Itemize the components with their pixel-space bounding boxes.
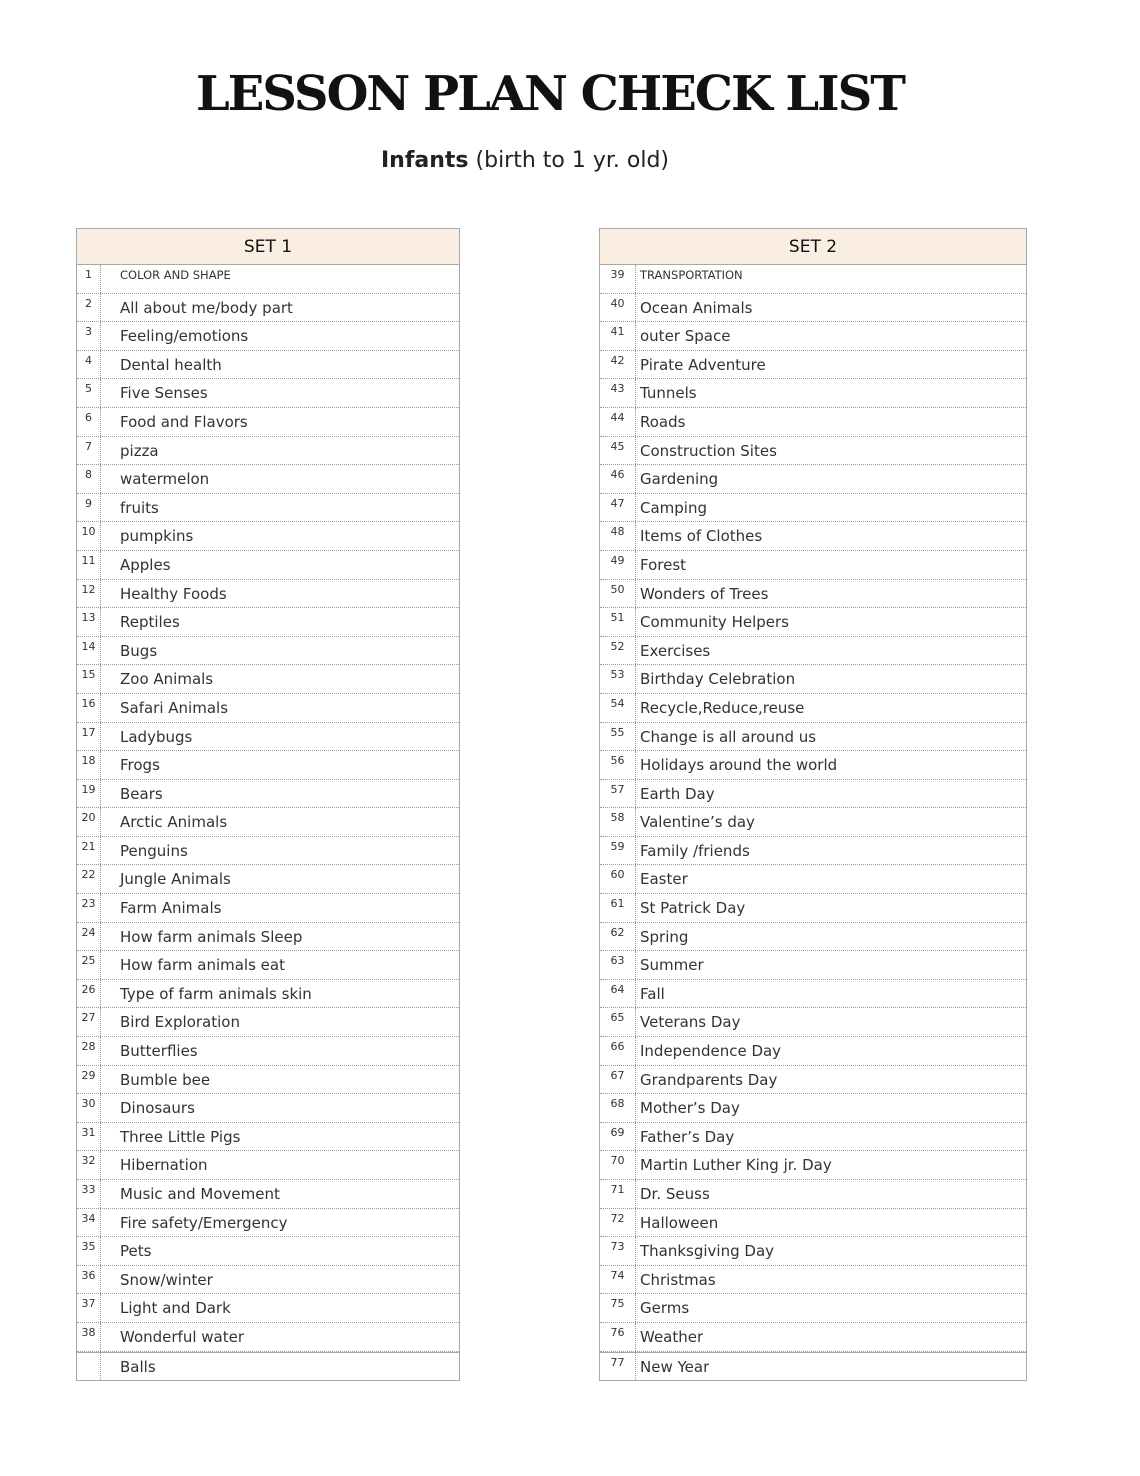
checklist-row <box>77 465 459 494</box>
set-1-rows <box>77 265 459 1380</box>
row-topic: Summer <box>640 956 704 975</box>
checklist-row <box>77 780 459 809</box>
checklist-row <box>77 951 459 980</box>
row-topic: Penguins <box>120 841 188 860</box>
row-topic: Change is all around us <box>640 727 817 746</box>
row-number: 20 <box>77 808 101 836</box>
row-number: 18 <box>77 751 101 779</box>
row-topic: How farm animals eat <box>120 956 285 975</box>
checklist-row <box>77 1123 459 1152</box>
checklist-row <box>77 408 459 437</box>
checklist-row <box>77 494 459 523</box>
row-topic: Wonderful water <box>120 1327 245 1346</box>
checklist-row <box>600 1237 1026 1266</box>
row-topic: Farm Animals <box>120 899 222 918</box>
row-number: 58 <box>600 808 636 836</box>
checklist-row <box>600 751 1026 780</box>
checklist-row <box>600 608 1026 637</box>
row-number: 70 <box>600 1151 636 1179</box>
checklist-row <box>600 694 1026 723</box>
row-topic: Tunnels <box>640 384 697 403</box>
checklist-row <box>77 723 459 752</box>
row-topic: Bumble bee <box>120 1070 211 1089</box>
row-number: 7 <box>77 437 101 465</box>
checklist-row <box>600 637 1026 666</box>
row-topic: Healthy Foods <box>120 584 227 603</box>
row-topic: fruits <box>120 498 159 517</box>
row-number: 19 <box>77 780 101 808</box>
checklist-row <box>600 1323 1026 1352</box>
row-topic: All about me/body part <box>120 298 293 317</box>
row-number: 72 <box>600 1209 636 1237</box>
checklist-row <box>77 1066 459 1095</box>
checklist-row <box>600 865 1026 894</box>
row-topic: Fall <box>640 984 665 1003</box>
page-subtitle <box>0 148 1050 173</box>
checklist-row <box>600 980 1026 1009</box>
row-number: 10 <box>77 522 101 550</box>
set-2-table <box>599 228 1027 1381</box>
row-topic: Holidays around the world <box>640 756 838 775</box>
row-number: 9 <box>77 494 101 522</box>
row-topic: Dental health <box>120 355 222 374</box>
row-number: 62 <box>600 923 636 951</box>
row-number: 32 <box>77 1151 101 1179</box>
row-number: 65 <box>600 1008 636 1036</box>
checklist-row <box>77 980 459 1009</box>
row-topic: Grandparents Day <box>640 1070 778 1089</box>
row-number: 35 <box>77 1237 101 1265</box>
checklist-row <box>600 494 1026 523</box>
row-topic: Forest <box>640 555 687 574</box>
row-topic: Ocean Animals <box>640 298 753 317</box>
row-number: 4 <box>77 351 101 379</box>
row-number <box>77 1353 101 1381</box>
row-number: 44 <box>600 408 636 436</box>
row-number: 26 <box>77 980 101 1008</box>
checklist-row <box>77 1323 459 1352</box>
row-topic: Easter <box>640 870 688 889</box>
row-topic: Bears <box>120 784 163 803</box>
row-topic: Reptiles <box>120 613 180 632</box>
row-number: 31 <box>77 1123 101 1151</box>
row-number: 56 <box>600 751 636 779</box>
row-topic: Family /friends <box>640 841 750 860</box>
row-number: 38 <box>77 1323 101 1351</box>
checklist-row <box>600 351 1026 380</box>
checklist-row <box>77 522 459 551</box>
checklist-row <box>600 265 1026 294</box>
row-topic: Weather <box>640 1327 704 1346</box>
checklist-row <box>77 580 459 609</box>
checklist-row <box>600 1008 1026 1037</box>
row-topic: Fire safety/Emergency <box>120 1213 288 1232</box>
row-number: 33 <box>77 1180 101 1208</box>
row-number: 54 <box>600 694 636 722</box>
row-topic: Community Helpers <box>640 613 789 632</box>
checklist-row <box>600 1209 1026 1238</box>
row-topic: Pets <box>120 1242 152 1261</box>
set-1-header: SET 1 <box>77 229 459 265</box>
checklist-row <box>600 780 1026 809</box>
row-topic: Bugs <box>120 641 158 660</box>
row-topic: Safari Animals <box>120 698 229 717</box>
row-number: 2 <box>77 294 101 322</box>
row-topic: Frogs <box>120 756 160 775</box>
checklist-row <box>77 1151 459 1180</box>
checklist-row <box>77 1294 459 1323</box>
row-topic: outer Space <box>640 327 731 346</box>
row-topic: Wonders of Trees <box>640 584 769 603</box>
row-number: 57 <box>600 780 636 808</box>
checklist-row <box>77 294 459 323</box>
row-number: 67 <box>600 1066 636 1094</box>
row-number: 29 <box>77 1066 101 1094</box>
row-number: 47 <box>600 494 636 522</box>
row-number: 77 <box>600 1353 636 1381</box>
row-topic: Ladybugs <box>120 727 193 746</box>
row-topic: Martin Luther King jr. Day <box>640 1156 832 1175</box>
row-number: 3 <box>77 322 101 350</box>
checklist-row <box>600 808 1026 837</box>
checklist-row <box>600 837 1026 866</box>
row-topic: Food and Flavors <box>120 412 248 431</box>
row-number: 53 <box>600 665 636 693</box>
row-number: 23 <box>77 894 101 922</box>
checklist-row <box>600 951 1026 980</box>
row-topic: Zoo Animals <box>120 670 214 689</box>
row-number: 40 <box>600 294 636 322</box>
checklist-row <box>77 1008 459 1037</box>
row-number: 14 <box>77 637 101 665</box>
checklist-row <box>77 1237 459 1266</box>
row-topic: Hibernation <box>120 1156 208 1175</box>
row-topic: watermelon <box>120 470 210 489</box>
subtitle-age-range: (birth to 1 yr. old) <box>468 148 670 173</box>
checklist-row <box>77 665 459 694</box>
checklist-row <box>600 522 1026 551</box>
checklist-row <box>600 1037 1026 1066</box>
row-number: 64 <box>600 980 636 1008</box>
row-topic: Music and Movement <box>120 1185 280 1203</box>
checklist-row <box>600 1094 1026 1123</box>
row-topic: Apples <box>120 555 171 574</box>
checklist-row <box>77 437 459 466</box>
checklist-row <box>600 1294 1026 1323</box>
row-topic: Christmas <box>640 1270 716 1289</box>
checklist-row <box>77 351 459 380</box>
checklist-row <box>77 1180 459 1209</box>
checklist-row <box>77 551 459 580</box>
row-number: 43 <box>600 379 636 407</box>
row-topic: Snow/winter <box>120 1270 213 1289</box>
checklist-row <box>77 1266 459 1295</box>
checklist-row <box>600 1266 1026 1295</box>
row-number: 55 <box>600 723 636 751</box>
checklist-row <box>77 265 459 294</box>
row-topic: Jungle Animals <box>120 870 231 889</box>
row-number: 22 <box>77 865 101 893</box>
row-number: 34 <box>77 1209 101 1237</box>
row-number: 73 <box>600 1237 636 1265</box>
checklist-row <box>600 723 1026 752</box>
checklist-row <box>77 379 459 408</box>
row-number: 74 <box>600 1266 636 1294</box>
row-number: 68 <box>600 1094 636 1122</box>
row-number: 59 <box>600 837 636 865</box>
row-number: 6 <box>77 408 101 436</box>
row-topic: pumpkins <box>120 527 194 546</box>
checklist-row <box>77 837 459 866</box>
row-topic: pizza <box>120 441 159 460</box>
checklist-row <box>600 1123 1026 1152</box>
row-number: 76 <box>600 1323 636 1351</box>
row-topic: Bird Exploration <box>120 1013 240 1032</box>
row-number: 16 <box>77 694 101 722</box>
row-topic: Earth Day <box>640 784 715 803</box>
row-topic: Independence Day <box>640 1042 782 1061</box>
row-topic: Roads <box>640 412 686 431</box>
row-number: 13 <box>77 608 101 636</box>
row-number: 30 <box>77 1094 101 1122</box>
row-topic: Camping <box>640 498 707 517</box>
checklist-row <box>77 322 459 351</box>
row-topic: Feeling/emotions <box>120 327 249 346</box>
set-1-table <box>76 228 460 1381</box>
row-topic: Arctic Animals <box>120 813 228 832</box>
checklist-row <box>600 894 1026 923</box>
checklist-row <box>77 808 459 837</box>
row-number: 12 <box>77 580 101 608</box>
checklist-row <box>600 665 1026 694</box>
row-topic: Father’s Day <box>640 1127 735 1146</box>
checklist-row <box>77 608 459 637</box>
row-number: 51 <box>600 608 636 636</box>
row-topic: New Year <box>640 1357 710 1376</box>
checklist-row <box>600 1151 1026 1180</box>
row-topic: Recycle,Reduce,reuse <box>640 698 805 717</box>
row-topic: St Patrick Day <box>640 899 746 918</box>
checklist-row <box>600 551 1026 580</box>
row-topic: Veterans Day <box>640 1013 741 1032</box>
set-2-rows <box>600 265 1026 1380</box>
row-number: 71 <box>600 1180 636 1208</box>
row-topic: Five Senses <box>120 384 208 403</box>
checklist-row <box>77 1094 459 1123</box>
checklist-row <box>77 1209 459 1238</box>
row-number: 50 <box>600 580 636 608</box>
row-topic: Pirate Adventure <box>640 355 766 374</box>
checklist-row <box>600 580 1026 609</box>
row-number: 41 <box>600 322 636 350</box>
row-number: 39 <box>600 265 636 293</box>
checklist-row <box>77 751 459 780</box>
row-number: 46 <box>600 465 636 493</box>
row-topic: Halloween <box>640 1213 719 1232</box>
checklist-row <box>77 637 459 666</box>
checklist-row <box>77 694 459 723</box>
row-number: 27 <box>77 1008 101 1036</box>
checklist-row <box>600 322 1026 351</box>
row-number: 63 <box>600 951 636 979</box>
checklist-row <box>77 865 459 894</box>
row-number: 69 <box>600 1123 636 1151</box>
row-number: 52 <box>600 637 636 665</box>
row-topic: Butterflies <box>120 1042 198 1061</box>
checklist-row <box>600 294 1026 323</box>
checklist-row <box>600 1066 1026 1095</box>
row-topic: Items of Clothes <box>640 527 763 546</box>
row-topic: Thanksgiving Day <box>640 1242 775 1261</box>
page-title: LESSON PLAN CHECK LIST <box>195 66 905 122</box>
row-number: 49 <box>600 551 636 579</box>
row-topic: Three Little Pigs <box>120 1127 241 1146</box>
row-number: 8 <box>77 465 101 493</box>
checklist-row <box>77 894 459 923</box>
row-number: 42 <box>600 351 636 379</box>
row-number: 24 <box>77 923 101 951</box>
row-topic: Gardening <box>640 470 719 489</box>
row-number: 36 <box>77 1266 101 1294</box>
checklist-row <box>77 1352 459 1381</box>
row-number: 21 <box>77 837 101 865</box>
checklist-row <box>600 437 1026 466</box>
row-number: 25 <box>77 951 101 979</box>
row-topic: TRANSPORTATION <box>640 268 743 282</box>
checklist-row <box>600 1180 1026 1209</box>
row-topic: Birthday Celebration <box>640 670 796 689</box>
row-number: 66 <box>600 1037 636 1065</box>
row-topic: Germs <box>640 1299 690 1318</box>
row-number: 48 <box>600 522 636 550</box>
row-topic: How farm animals Sleep <box>120 927 303 946</box>
checklist-row <box>600 923 1026 952</box>
row-number: 1 <box>77 265 101 293</box>
row-number: 15 <box>77 665 101 693</box>
row-number: 28 <box>77 1037 101 1065</box>
subtitle-age-group: Infants <box>380 148 469 173</box>
checklist-row <box>600 465 1026 494</box>
row-topic: COLOR AND SHAPE <box>120 268 231 282</box>
row-topic: Spring <box>640 927 689 946</box>
row-topic: Type of farm animals skin <box>120 984 312 1003</box>
checklist-row <box>77 1037 459 1066</box>
row-number: 37 <box>77 1294 101 1322</box>
row-topic: Exercises <box>640 641 711 660</box>
row-number: 75 <box>600 1294 636 1322</box>
row-topic: Light and Dark <box>120 1299 231 1318</box>
row-number: 5 <box>77 379 101 407</box>
checklist-row <box>77 923 459 952</box>
row-topic: Mother’s Day <box>640 1099 740 1118</box>
row-number: 45 <box>600 437 636 465</box>
row-topic: Dr. Seuss <box>640 1185 710 1203</box>
row-topic: Dinosaurs <box>120 1099 195 1118</box>
row-number: 60 <box>600 865 636 893</box>
checklist-row <box>600 1352 1026 1381</box>
row-number: 17 <box>77 723 101 751</box>
row-number: 11 <box>77 551 101 579</box>
row-topic: Balls <box>120 1357 156 1376</box>
checklist-row <box>600 408 1026 437</box>
checklist-row <box>600 379 1026 408</box>
row-topic: Construction Sites <box>640 441 777 460</box>
row-topic: Valentine’s day <box>640 813 755 832</box>
set-2-header: SET 2 <box>600 229 1026 265</box>
row-number: 61 <box>600 894 636 922</box>
